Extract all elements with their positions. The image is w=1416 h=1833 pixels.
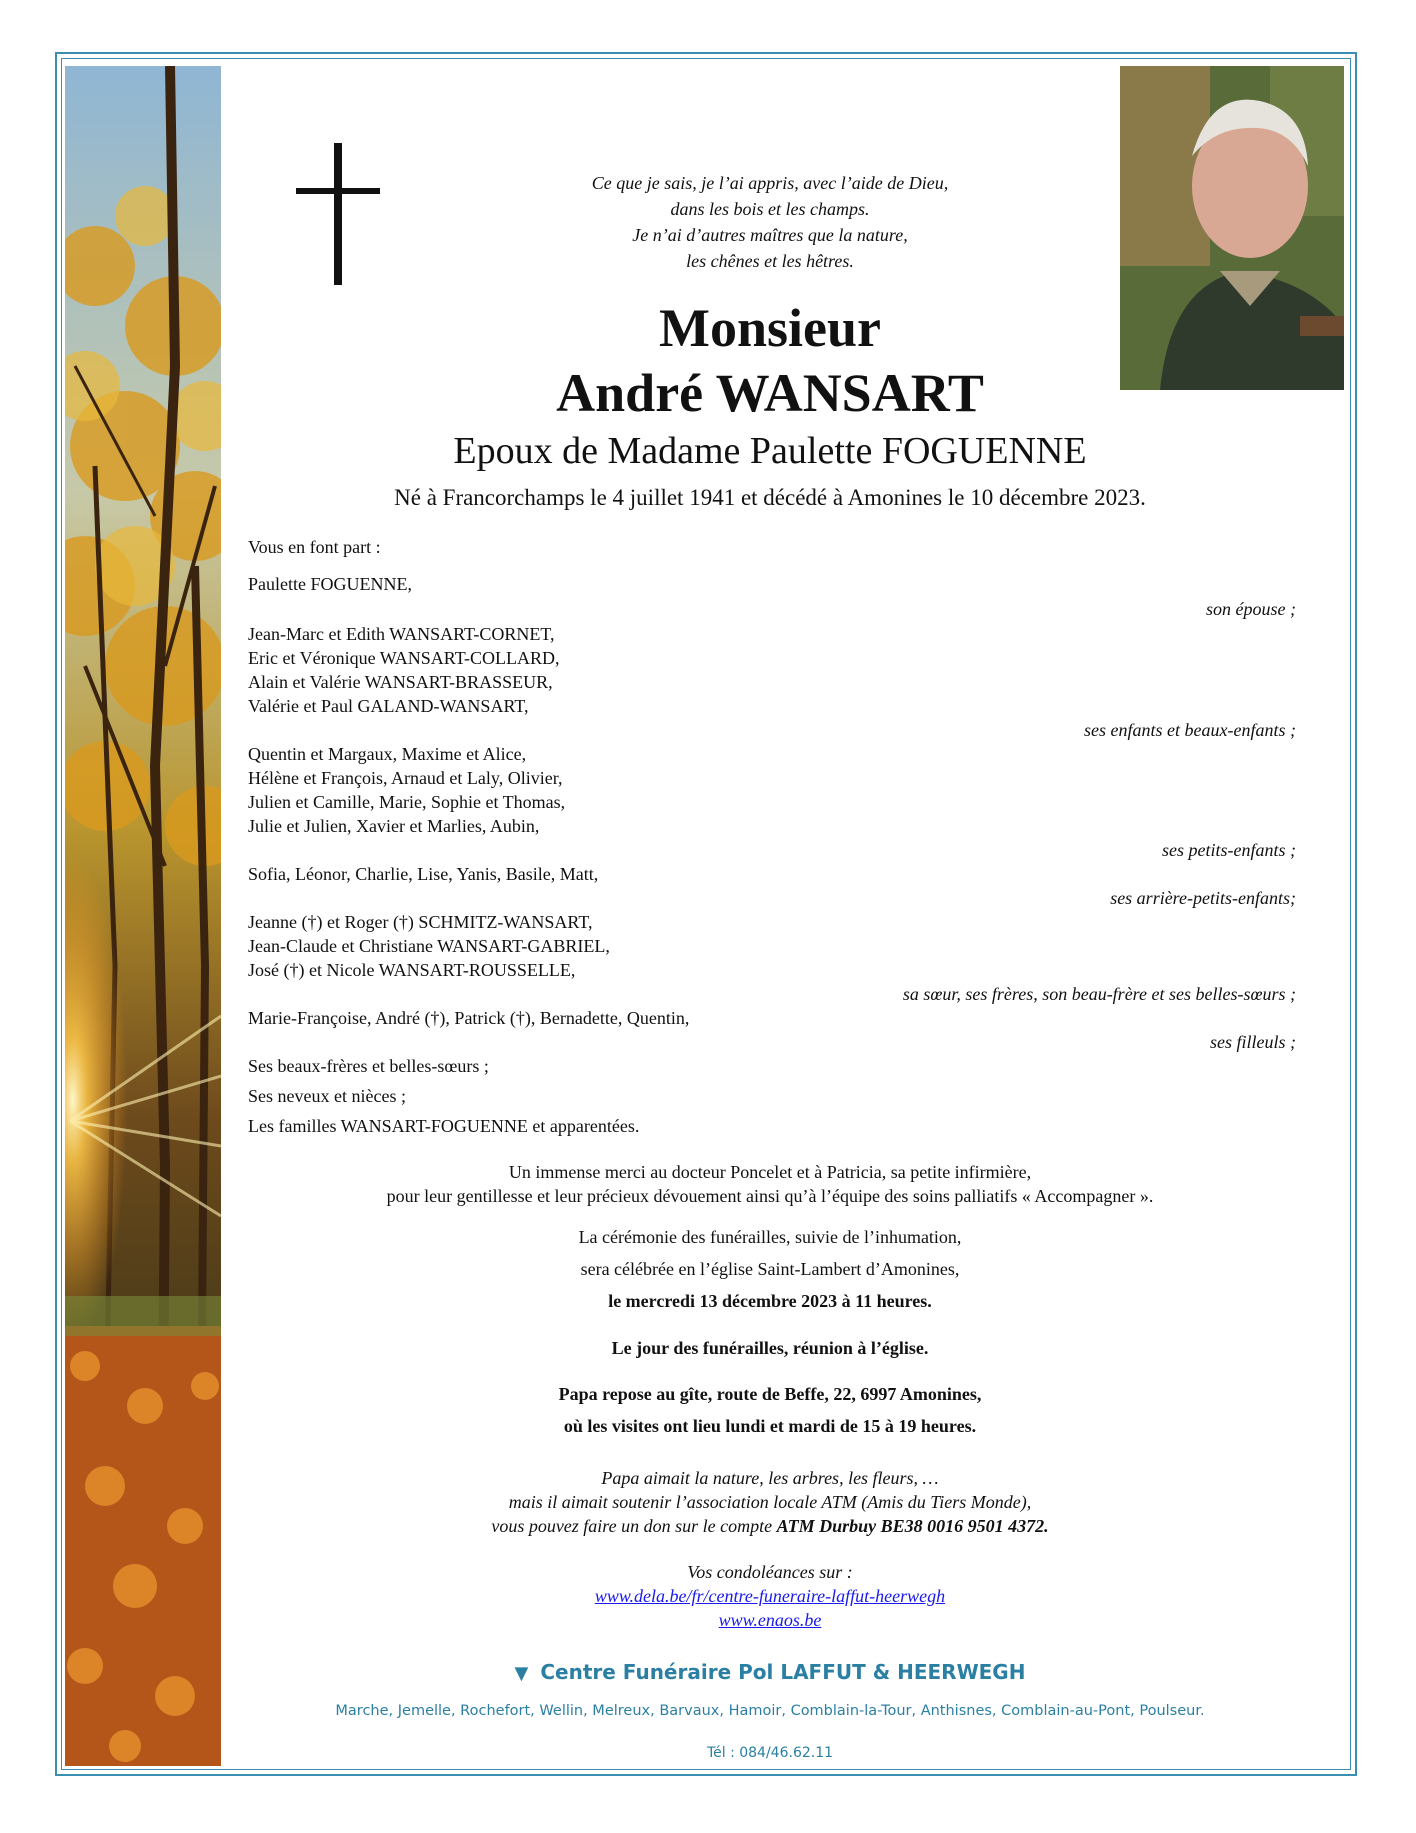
other-family-line: Les familles WANSART-FOGUENNE et apparentées. [248,1116,640,1136]
relation-great-grandchildren: ses arrière-petits-enfants; [1110,888,1296,908]
title-honorific: Monsieur [659,298,881,358]
sibling-line: Jeanne (†) et Roger (†) SCHMITZ-WANSART, [248,912,593,932]
grandchild-line: Quentin et Margaux, Maxime et Alice, [248,744,527,764]
thanks-paragraph [250,1160,1290,1208]
sibling-line: José (†) et Nicole WANSART-ROUSSELLE, [248,960,576,980]
child-line: Valérie et Paul GALAND-WANSART, [248,696,529,716]
thanks-line: pour leur gentillesse et leur précieux dévouement ainsi qu’à l’équipe des soins palliatifs « Accompagner ». [386,1186,1154,1206]
funeral-home-phone: Tél : 084/46.62.11 [706,1745,834,1761]
quote-line: Je n’ai d’autres maîtres que la nature, [632,225,908,245]
spouse-name: Paulette FOGUENNE, [248,574,412,594]
autumn-forest-photo [65,66,221,1766]
epitaph-quote [510,170,1030,274]
relation-children: ses enfants et beaux-enfants ; [1084,720,1296,740]
relation-siblings: sa sœur, ses frères, son beau-frère et ses belles-sœurs ; [902,984,1296,1004]
relation-grandchildren: ses petits-enfants ; [1162,840,1296,860]
thanks-line: Un immense merci au docteur Poncelet et à Patricia, sa petite infirmière, [508,1162,1032,1182]
quote-line: dans les bois et les champs. [670,199,870,219]
condolences-label: Vos condoléances sur : [687,1562,853,1582]
grandchild-line: Julie et Julien, Xavier et Marlies, Aubin, [248,816,540,836]
quote-line: Ce que je sais, je l’ai appris, avec l’aide de Dieu, [591,173,949,193]
other-family-line: Ses neveux et nièces ; [248,1086,406,1106]
grandchild-line: Julien et Camille, Marie, Sophie et Thomas, [248,792,566,812]
donation-line: vous pouvez faire un don sur le compte [491,1516,777,1536]
meeting-info: Le jour des funérailles, réunion à l’église. [611,1338,929,1358]
child-line: Jean-Marc et Edith WANSART-CORNET, [248,624,555,644]
bank-account: ATM Durbuy BE38 0016 9501 4372. [776,1516,1049,1536]
relation-godchildren: ses filleuls ; [1210,1032,1296,1052]
cross-icon [296,143,380,285]
ceremony-line: sera célébrée en l’église Saint-Lambert d’Amonines, [580,1259,960,1279]
donation-paragraph [250,1466,1290,1538]
visiting-hours: où les visites ont lieu lundi et mardi de 15 à 19 heures. [563,1416,977,1436]
relation-spouse: son épouse ; [1206,599,1296,619]
grandchild-line: Hélène et François, Arnaud et Laly, Olivier, [248,768,563,788]
spouse-line: Epoux de Madame Paulette FOGUENNE [453,430,1087,472]
triangle-down-icon: ▼ [514,1663,529,1684]
deceased-name: André WANSART [556,363,984,423]
quote-line: les chênes et les hêtres. [686,251,854,271]
child-line: Eric et Véronique WANSART-COLLARD, [248,648,560,668]
funeral-home-towns: Marche, Jemelle, Rochefort, Wellin, Melreux, Barvaux, Hamoir, Comblain-la-Tour, Anthisnes, Comblain-au-Pont, Poulseur. [335,1703,1205,1719]
condolences-link-enaos[interactable]: www.enaos.be [718,1610,822,1630]
funeral-home-label: Centre Funéraire Pol LAFFUT & HEERWEGH [540,1660,1026,1684]
funeral-home-name [250,1658,1290,1688]
ceremony-date: le mercredi 13 décembre 2023 à 11 heures. [608,1291,932,1311]
birth-death-dates: Né à Francorchamps le 4 juillet 1941 et décédé à Amonines le 10 décembre 2023. [394,485,1146,510]
announcement-intro: Vous en font part : [248,537,381,557]
sibling-line: Jean-Claude et Christiane WANSART-GABRIEL, [248,936,610,956]
ceremony-line: La cérémonie des funérailles, suivie de l’inhumation, [578,1227,962,1247]
child-line: Alain et Valérie WANSART-BRASSEUR, [248,672,553,692]
other-family-line: Ses beaux-frères et belles-sœurs ; [248,1056,489,1076]
condolences-section [250,1560,1290,1632]
godchildren-line: Marie-Françoise, André (†), Patrick (†), Bernadette, Quentin, [248,1008,690,1028]
donation-line: Papa aimait la nature, les arbres, les fleurs, … [601,1468,939,1488]
rest-location: Papa repose au gîte, route de Beffe, 22, 6997 Amonines, [558,1384,982,1404]
condolences-link-dela[interactable]: www.dela.be/fr/centre-funeraire-laffut-heerwegh [594,1586,946,1606]
great-grandchildren-line: Sofia, Léonor, Charlie, Lise, Yanis, Basile, Matt, [248,864,599,884]
donation-line: mais il aimait soutenir l’association locale ATM (Amis du Tiers Monde), [508,1492,1032,1512]
